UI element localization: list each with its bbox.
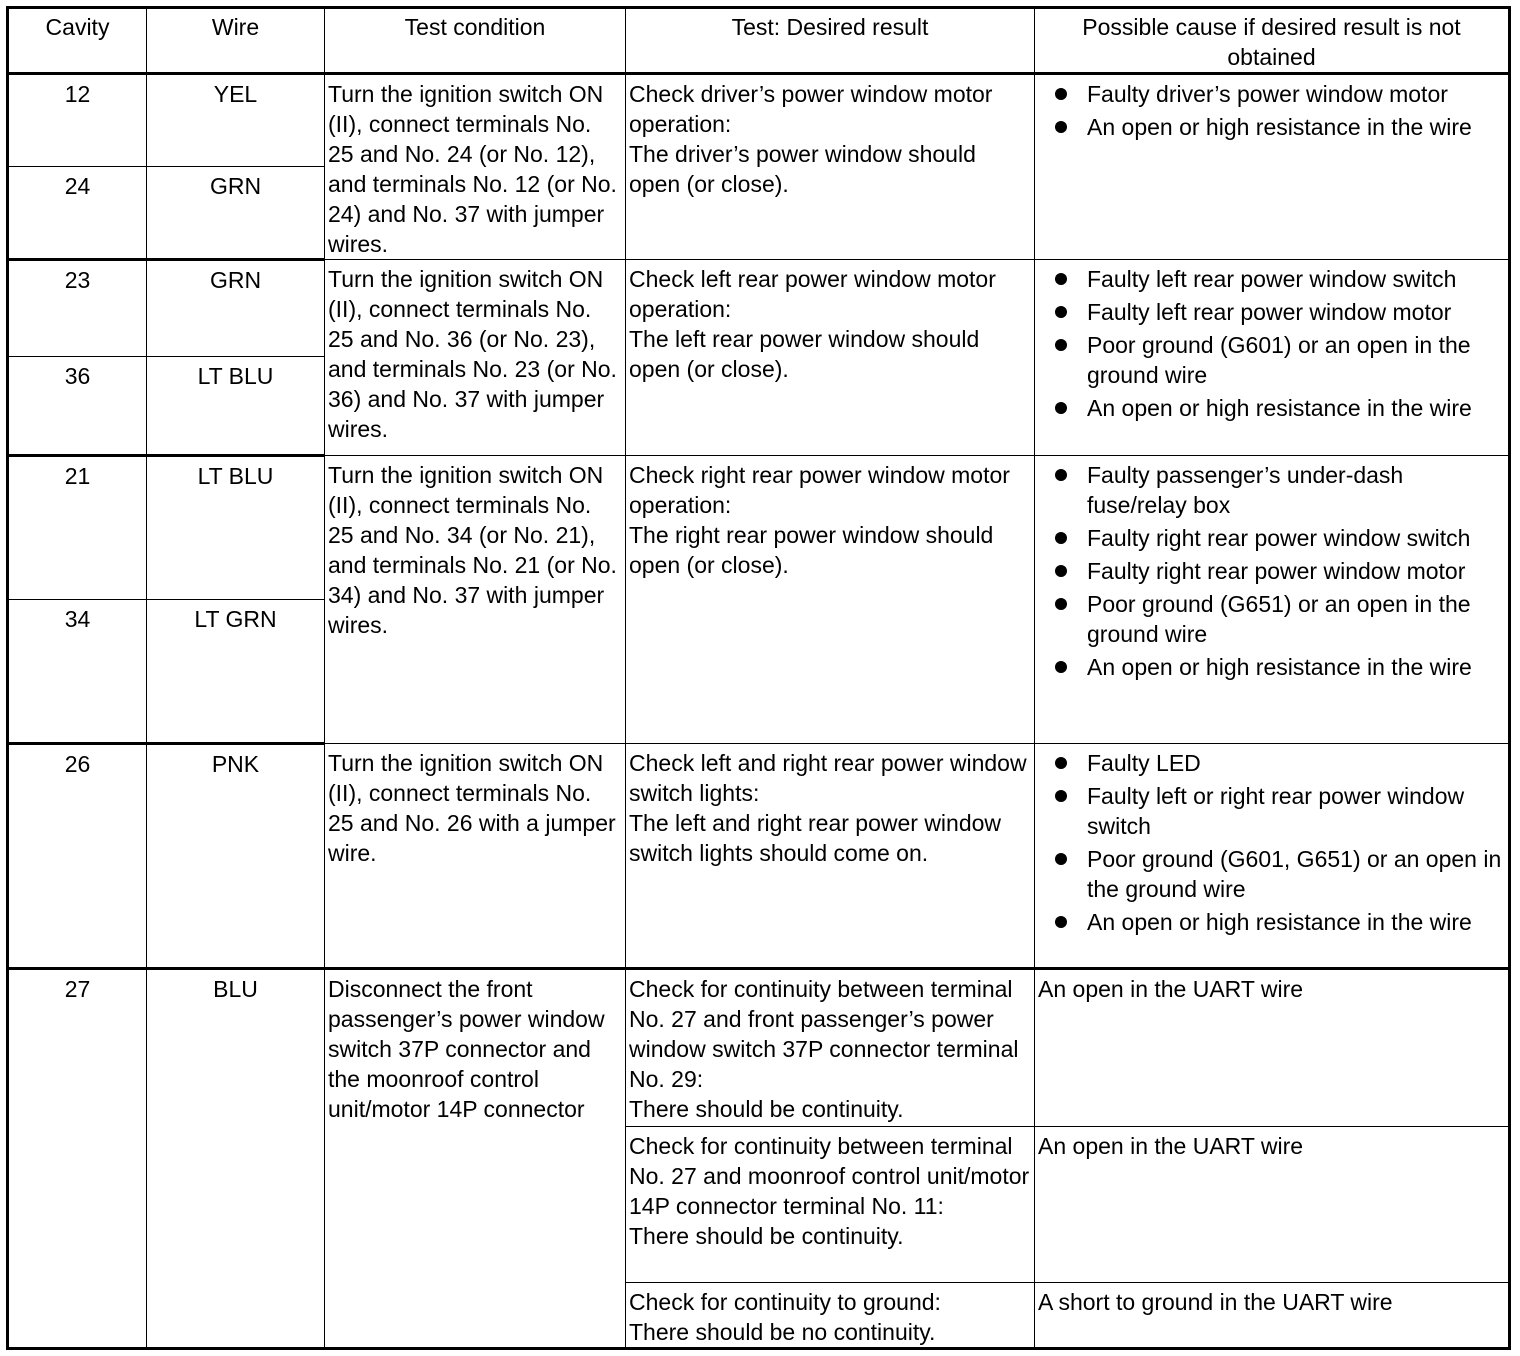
cavity-cell: 36 — [8, 357, 147, 455]
header-test-condition: Test condition — [325, 8, 626, 74]
cause-text: Faulty driver’s power window motor — [1087, 81, 1448, 107]
possible-cause-cell: An open in the UART wire — [1035, 969, 1510, 1126]
desired-result-text: Check for continuity to ground: There should be no continuity. — [629, 1288, 941, 1345]
header-desired-result: Test: Desired result — [626, 8, 1035, 74]
bullet-icon — [1055, 339, 1067, 351]
wire-cell: PNK — [147, 744, 325, 969]
cavity-cell: 21 — [8, 455, 147, 599]
cause-item — [1047, 907, 1504, 937]
cause-item — [1047, 79, 1504, 109]
desired-result-cell — [626, 1126, 1035, 1282]
wire-cell: LT BLU — [147, 357, 325, 455]
cause-item — [1047, 556, 1504, 586]
cause-text: Faulty left rear power window switch — [1087, 266, 1457, 293]
cause-list — [1047, 748, 1504, 937]
bullet-icon — [1055, 916, 1067, 928]
bullet-icon — [1055, 402, 1067, 414]
bullet-icon — [1055, 121, 1067, 133]
desired-result-cell — [626, 969, 1035, 1126]
possible-cause-cell — [1035, 260, 1510, 455]
desired-result-cell — [626, 260, 1035, 455]
test-condition-cell: Turn the ignition switch ON (II), connect terminals No. 25 and No. 36 (or No. 23), and terminals No. 23 (or No. 36) and No. 37 with jumper wires. — [325, 260, 626, 455]
bullet-icon — [1055, 306, 1067, 318]
cause-text: Faulty passenger’s under-dash fuse/relay box — [1087, 461, 1404, 518]
table-row — [8, 74, 1510, 167]
possible-cause-cell: An open in the UART wire — [1035, 1126, 1510, 1282]
wire-cell: BLU — [147, 969, 325, 1349]
cause-list — [1047, 460, 1504, 682]
cause-item — [1047, 523, 1504, 553]
bullet-icon — [1055, 88, 1067, 100]
cause-text: Faulty LED — [1087, 750, 1201, 776]
cavity-cell: 34 — [8, 599, 147, 743]
cause-list — [1047, 264, 1504, 423]
header-possible-cause: Possible cause if desired result is not obtained — [1035, 8, 1510, 74]
header-row — [8, 8, 1510, 74]
bullet-icon — [1055, 790, 1067, 802]
bullet-icon — [1055, 565, 1067, 577]
cause-item — [1047, 748, 1504, 778]
bullet-icon — [1055, 532, 1067, 544]
wire-cell: YEL — [147, 74, 325, 167]
cavity-cell: 26 — [8, 744, 147, 969]
test-condition-cell: Disconnect the front passenger’s power window switch 37P connector and the moonroof control unit/motor 14P connector — [325, 969, 626, 1349]
cause-text: Poor ground (G601) or an open in the ground wire — [1087, 332, 1471, 389]
table-row — [8, 455, 1510, 599]
desired-result-text: Check right rear power window motor operation: The right rear power window should open (or close). — [629, 461, 1010, 578]
cavity-cell: 27 — [8, 969, 147, 1349]
cause-text: Faulty right rear power window switch — [1087, 524, 1471, 551]
wire-cell: LT GRN — [147, 599, 325, 743]
cause-item — [1047, 297, 1504, 327]
desired-result-cell — [626, 744, 1035, 969]
cause-item — [1047, 460, 1504, 520]
possible-cause-cell: A short to ground in the UART wire — [1035, 1282, 1510, 1348]
bullet-icon — [1055, 273, 1067, 285]
cause-list — [1047, 79, 1504, 142]
cause-item — [1047, 393, 1504, 423]
cause-text: An open or high resistance in the wire — [1087, 395, 1472, 422]
desired-result-cell — [626, 1282, 1035, 1348]
wire-cell: GRN — [147, 260, 325, 357]
cause-item — [1047, 652, 1504, 682]
table-row — [8, 744, 1510, 969]
cause-text: Faulty left rear power window motor — [1087, 299, 1452, 326]
possible-cause-cell — [1035, 74, 1510, 260]
cause-item — [1047, 330, 1504, 390]
table-row — [8, 260, 1510, 357]
cause-text: Poor ground (G651) or an open in the ground wire — [1087, 590, 1471, 647]
cause-item — [1047, 781, 1504, 841]
cavity-cell: 24 — [8, 167, 147, 260]
bullet-icon — [1055, 853, 1067, 865]
header-cavity: Cavity — [8, 8, 147, 74]
desired-result-cell — [626, 455, 1035, 743]
wire-cell: LT BLU — [147, 455, 325, 599]
cause-item — [1047, 264, 1504, 294]
header-wire: Wire — [147, 8, 325, 74]
test-condition-cell: Turn the ignition switch ON (II), connect terminals No. 25 and No. 24 (or No. 12), and terminals No. 12 (or No. 24) and No. 37 with jumper wires. — [325, 74, 626, 260]
desired-result-cell — [626, 74, 1035, 260]
cause-item — [1047, 112, 1504, 142]
possible-cause-cell — [1035, 744, 1510, 969]
cause-text: Poor ground (G601, G651) or an open in the ground wire — [1087, 846, 1502, 902]
desired-result-text: Check for continuity between terminal No. 27 and moonroof control unit/motor 14P connector terminal No. 11: There should be continuity. — [629, 1132, 1030, 1249]
possible-cause-cell — [1035, 455, 1510, 743]
desired-result-text: Check left rear power window motor operation: The left rear power window should open (or close). — [629, 266, 996, 383]
cavity-cell: 12 — [8, 74, 147, 167]
cause-text: Faulty left or right rear power window switch — [1087, 783, 1465, 839]
cause-text: Faulty right rear power window motor — [1087, 557, 1466, 584]
bullet-icon — [1055, 757, 1067, 769]
test-condition-cell: Turn the ignition switch ON (II), connect terminals No. 25 and No. 26 with a jumper wire. — [325, 744, 626, 969]
desired-result-text: Check driver’s power window motor operation: The driver’s power window should open (or close). — [629, 81, 993, 197]
desired-result-text: Check for continuity between terminal No. 27 and front passenger’s power window switch 37P connector terminal No. 29: There should be continuity. — [629, 976, 1019, 1123]
cause-text: An open or high resistance in the wire — [1087, 114, 1472, 140]
cavity-cell: 23 — [8, 260, 147, 357]
cause-text: An open or high resistance in the wire — [1087, 909, 1472, 935]
cause-item — [1047, 589, 1504, 649]
wire-cell: GRN — [147, 167, 325, 260]
test-condition-cell: Turn the ignition switch ON (II), connect terminals No. 25 and No. 34 (or No. 21), and terminals No. 21 (or No. 34) and No. 37 with jumper wires. — [325, 455, 626, 743]
bullet-icon — [1055, 661, 1067, 673]
table-row — [8, 969, 1510, 1126]
desired-result-text: Check left and right rear power window switch lights: The left and right rear power window switch lights should come on. — [629, 750, 1027, 866]
cause-text: An open or high resistance in the wire — [1087, 653, 1472, 680]
cause-item — [1047, 844, 1504, 904]
troubleshooting-table — [6, 6, 1511, 1350]
bullet-icon — [1055, 469, 1067, 481]
bullet-icon — [1055, 598, 1067, 610]
